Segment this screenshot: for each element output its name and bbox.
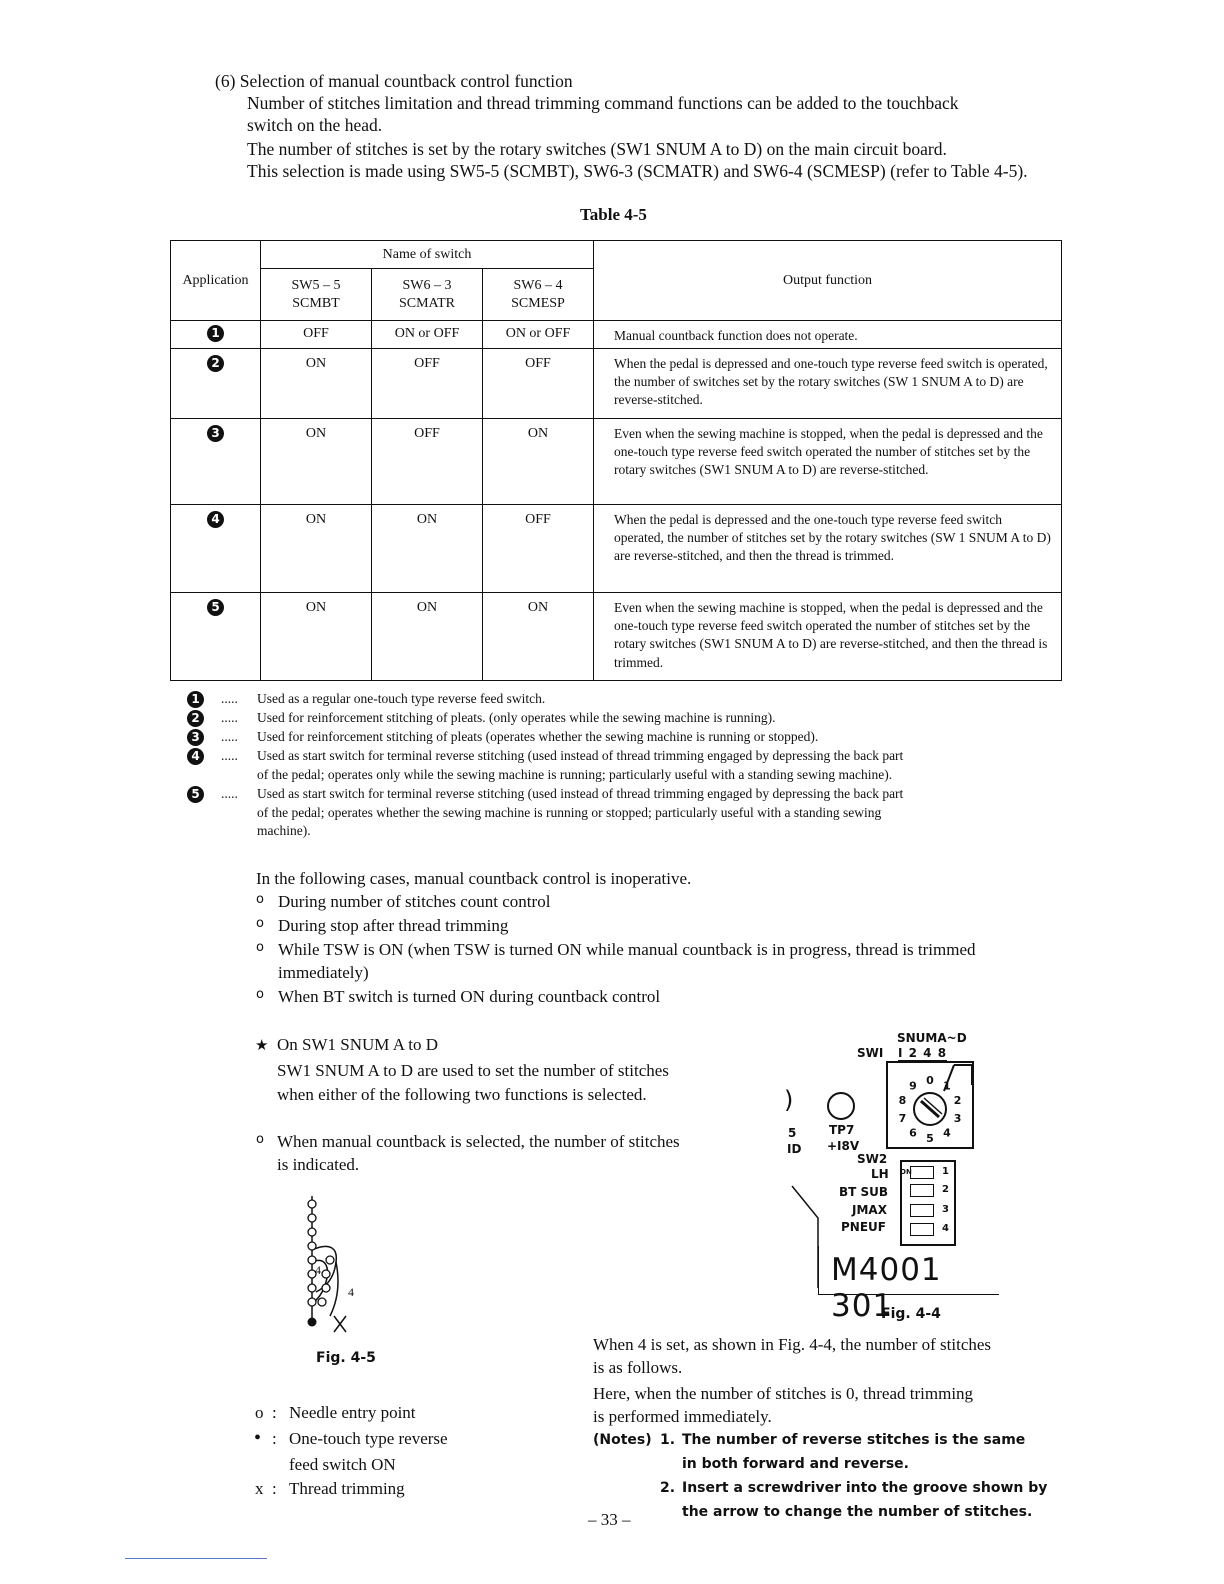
dip-toggle	[910, 1166, 934, 1179]
snum-line-2: when either of the following two functions is selected.	[277, 1085, 647, 1104]
bullet-circle: o	[256, 892, 264, 907]
dip-toggle	[910, 1204, 934, 1217]
inoperative-item-4: When BT switch is turned ON during countback control	[278, 987, 661, 1006]
app-note-5	[187, 785, 238, 804]
application-number: 2	[207, 355, 224, 372]
table-row	[171, 349, 1062, 419]
table-cell: Manual countback function does not operate.	[594, 321, 1062, 349]
right-text-4: is performed immediately.	[593, 1407, 772, 1426]
rotary-switch-box	[886, 1061, 974, 1149]
application-number: 1	[207, 325, 224, 342]
sw2-label: SW2	[857, 1152, 888, 1166]
section-heading: (6) Selection of manual countback control function	[215, 71, 573, 91]
dial-digit: 4	[943, 1126, 951, 1140]
table-cell: ON	[261, 505, 372, 593]
note-1-number: 1.	[660, 1432, 676, 1448]
app-note-5-line-1: Used as start switch for terminal reverse stitching (used instead of thread trimming engaged by depressing the back part	[257, 786, 904, 801]
app-note-5-line-3: machine).	[257, 823, 311, 838]
note-dots: .....	[221, 748, 238, 763]
header-name-of-switch: Name of switch	[261, 241, 594, 269]
table-cell: ON	[372, 505, 483, 593]
dip-label-pneuf: PNEUF	[841, 1220, 886, 1234]
note-1-line-2: in both forward and reverse.	[682, 1456, 909, 1472]
sw1-label: SWI	[857, 1046, 884, 1060]
legend-text: feed switch ON	[289, 1455, 396, 1474]
app-note-2	[187, 709, 238, 728]
fig44-caption: Fig. 4-4	[881, 1306, 941, 1322]
inoperative-item-3-cont: immediately)	[278, 963, 369, 982]
table-cell: ON or OFF	[483, 321, 594, 349]
table-cell: ON	[261, 349, 372, 419]
dip-label-lh: LH	[871, 1167, 889, 1181]
dial-digit: 8	[898, 1094, 907, 1107]
app-note-5-line-2: of the pedal; operates whether the sewing machine is running or stopped; particularly useful with a standing sewing	[257, 805, 882, 820]
notes-label: (Notes)	[593, 1432, 652, 1448]
stitch-diagram	[290, 1192, 370, 1340]
table-row	[171, 593, 1062, 681]
right-text-1: When 4 is set, as shown in Fig. 4-4, the number of stitches	[593, 1335, 992, 1354]
table-cell: When the pedal is depressed and one-touch type reverse feed switch is operated, the number of switches set by the rotary switches (SW 1 SNUM A to D) are reverse-stitched.	[594, 349, 1062, 419]
app-note-4-line-2: of the pedal; operates only while the sewing machine is running; particularly useful with a standing sewing machine).	[257, 767, 893, 782]
table-cell: ON	[261, 593, 372, 681]
dial-digit: 7	[898, 1112, 907, 1125]
snum-title: On SW1 SNUM A to D	[277, 1035, 439, 1054]
bullet-circle: o	[256, 940, 264, 955]
dip-label-bt-sub: BT SUB	[839, 1185, 889, 1199]
app-note-4	[187, 747, 238, 766]
table-row	[171, 419, 1062, 505]
note-number: 3	[187, 729, 204, 746]
note-dots: .....	[221, 729, 238, 744]
header-sw6-3: SW6 – 3 SCMATR	[372, 269, 483, 321]
dip-number: 2	[942, 1184, 949, 1195]
stitch-label-4b: 4	[348, 1285, 354, 1299]
inoperative-item-3: While TSW is ON (when TSW is turned ON while manual countback is in progress, thread is trimmed	[278, 940, 976, 959]
dial-digit: 2	[953, 1094, 962, 1107]
section-line-2: switch on the head.	[247, 115, 383, 135]
app-note-4-line-1: Used as start switch for terminal reverse stitching (used instead of thread trimming engaged by depressing the back part	[257, 748, 904, 763]
table-cell: Even when the sewing machine is stopped, when the pedal is depressed and the one-touch type reverse feed switch operated the number of stitches set by the rotary switches (SW1 SNUM A to D) are reverse-stitched.	[594, 419, 1062, 505]
dip-number: 1	[942, 1166, 949, 1177]
board-fragment: )	[784, 1086, 794, 1114]
star-icon: ★	[255, 1036, 269, 1054]
table-cell: ON	[483, 419, 594, 505]
table-cell: OFF	[483, 349, 594, 419]
table-cell: OFF	[261, 321, 372, 349]
switch-table	[170, 240, 1062, 681]
legend-symbol: •	[254, 1427, 262, 1449]
board-fragment: ID	[787, 1142, 802, 1156]
table-cell: ON or OFF	[372, 321, 483, 349]
legend-text: One-touch type reverse	[289, 1429, 448, 1448]
bullet-circle: o	[256, 987, 264, 1002]
dial-digit: 6	[909, 1126, 917, 1140]
dial-digit: 1	[943, 1079, 951, 1093]
dip-label-jmax: JMAX	[852, 1203, 887, 1217]
header-sw6-4: SW6 – 4 SCMESP	[483, 269, 594, 321]
note-2-line-2: the arrow to change the number of stitches.	[682, 1504, 1033, 1520]
tp7-label: TP7	[829, 1123, 855, 1137]
table-cell: ON	[372, 593, 483, 681]
right-text-3: Here, when the number of stitches is 0, thread trimming	[593, 1384, 974, 1403]
board-fragment: 5	[788, 1126, 797, 1140]
snum-bullet-line-2: is indicated.	[277, 1155, 360, 1174]
figure-4-4	[780, 1028, 1020, 1328]
header-sw5-5: SW5 – 5 SCMBT	[261, 269, 372, 321]
app-note-3-text: Used for reinforcement stitching of pleats (operates whether the sewing machine is running or stopped).	[257, 729, 819, 744]
rotary-dial-icon	[888, 1063, 972, 1147]
table-caption: Table 4-5	[580, 205, 647, 224]
table-row	[171, 321, 1062, 349]
snum-bullet-line-1: When manual countback is selected, the number of stitches	[277, 1132, 680, 1151]
section-line-3: The number of stitches is set by the rotary switches (SW1 SNUM A to D) on the main circuit board.	[247, 139, 947, 159]
inoperative-intro: In the following cases, manual countback control is inoperative.	[256, 869, 692, 888]
note-2-number: 2.	[660, 1480, 676, 1496]
app-note-1	[187, 690, 238, 709]
table-cell: OFF	[372, 419, 483, 505]
application-number: 5	[207, 599, 224, 616]
dip-toggle	[910, 1223, 934, 1236]
note-number: 1	[187, 691, 204, 708]
dip-toggle	[910, 1184, 934, 1197]
table-cell: ON	[261, 419, 372, 505]
dip-number: 3	[942, 1204, 949, 1215]
app-note-3	[187, 728, 238, 747]
app-note-1-text: Used as a regular one-touch type reverse feed switch.	[257, 691, 546, 706]
application-number: 4	[207, 511, 224, 528]
snum-weights: I 2 4 8	[898, 1046, 948, 1060]
application-number: 3	[207, 425, 224, 442]
note-2-line-1: Insert a screwdriver into the groove shown by	[682, 1480, 1048, 1496]
section-line-1: Number of stitches limitation and thread trimming command functions can be added to the touchback	[247, 93, 959, 113]
app-note-2-text: Used for reinforcement stitching of pleats. (only operates while the sewing machine is running).	[257, 710, 776, 725]
note-1-line-1: The number of reverse stitches is the same	[682, 1432, 1026, 1448]
right-text-2: is as follows.	[593, 1358, 683, 1377]
plus18v-label: +I8V	[827, 1139, 860, 1153]
page-number: – 33 –	[588, 1510, 631, 1529]
table-cell: When the pedal is depressed and the one-touch type reverse feed switch operated, the number of stitches set by the rotary switches (SW 1 SNUM A to D) are reverse-stitched, and then the thread is trimmed.	[594, 505, 1062, 593]
legend-text: Needle entry point	[289, 1403, 416, 1422]
table-cell: ON	[483, 593, 594, 681]
snuma-label: SNUMA~D	[897, 1031, 967, 1045]
table-cell: OFF	[372, 349, 483, 419]
stitch-label-4a: 4	[315, 1263, 321, 1277]
fig45-caption: Fig. 4-5	[316, 1350, 376, 1366]
bullet-circle: o	[256, 916, 264, 931]
table-cell: OFF	[483, 505, 594, 593]
dial-digit: 3	[953, 1112, 962, 1125]
note-dots: .....	[221, 786, 238, 801]
scan-underline	[125, 1558, 267, 1559]
dip-switch-box	[900, 1160, 956, 1246]
bullet-circle: o	[256, 1132, 264, 1147]
legend-text: Thread trimming	[289, 1479, 405, 1498]
note-number: 4	[187, 748, 204, 765]
on-mark: ON	[900, 1168, 912, 1176]
legend-symbol: x	[255, 1479, 264, 1498]
dip-number: 4	[942, 1223, 949, 1234]
note-dots: .....	[221, 691, 238, 706]
header-application: Application	[171, 241, 261, 321]
snum-line-1: SW1 SNUM A to D are used to set the number of stitches	[277, 1061, 669, 1080]
table-cell: Even when the sewing machine is stopped, when the pedal is depressed and the one-touch type reverse feed switch operated the number of stitches set by the rotary switches (SW1 SNUM A to D) are reverse-stitched, and then the thread is trimmed.	[594, 593, 1062, 681]
inoperative-item-2: During stop after thread trimming	[278, 916, 509, 935]
header-output-function: Output function	[594, 241, 1062, 321]
table-row	[171, 505, 1062, 593]
inoperative-item-1: During number of stitches count control	[278, 892, 551, 911]
legend-symbol: o	[255, 1403, 264, 1422]
dial-digit: 9	[909, 1079, 917, 1093]
board-number: M4001 301	[831, 1252, 942, 1324]
note-number: 5	[187, 786, 204, 803]
section-line-4: This selection is made using SW5-5 (SCMBT), SW6-3 (SCMATR) and SW6-4 (SCMESP) (refer to Table 4-5).	[247, 161, 1028, 181]
note-number: 2	[187, 710, 204, 727]
note-dots: .....	[221, 710, 238, 725]
dial-digit: 5	[926, 1132, 934, 1145]
dial-digit: 0	[926, 1074, 934, 1087]
tp7-circle	[827, 1092, 855, 1120]
